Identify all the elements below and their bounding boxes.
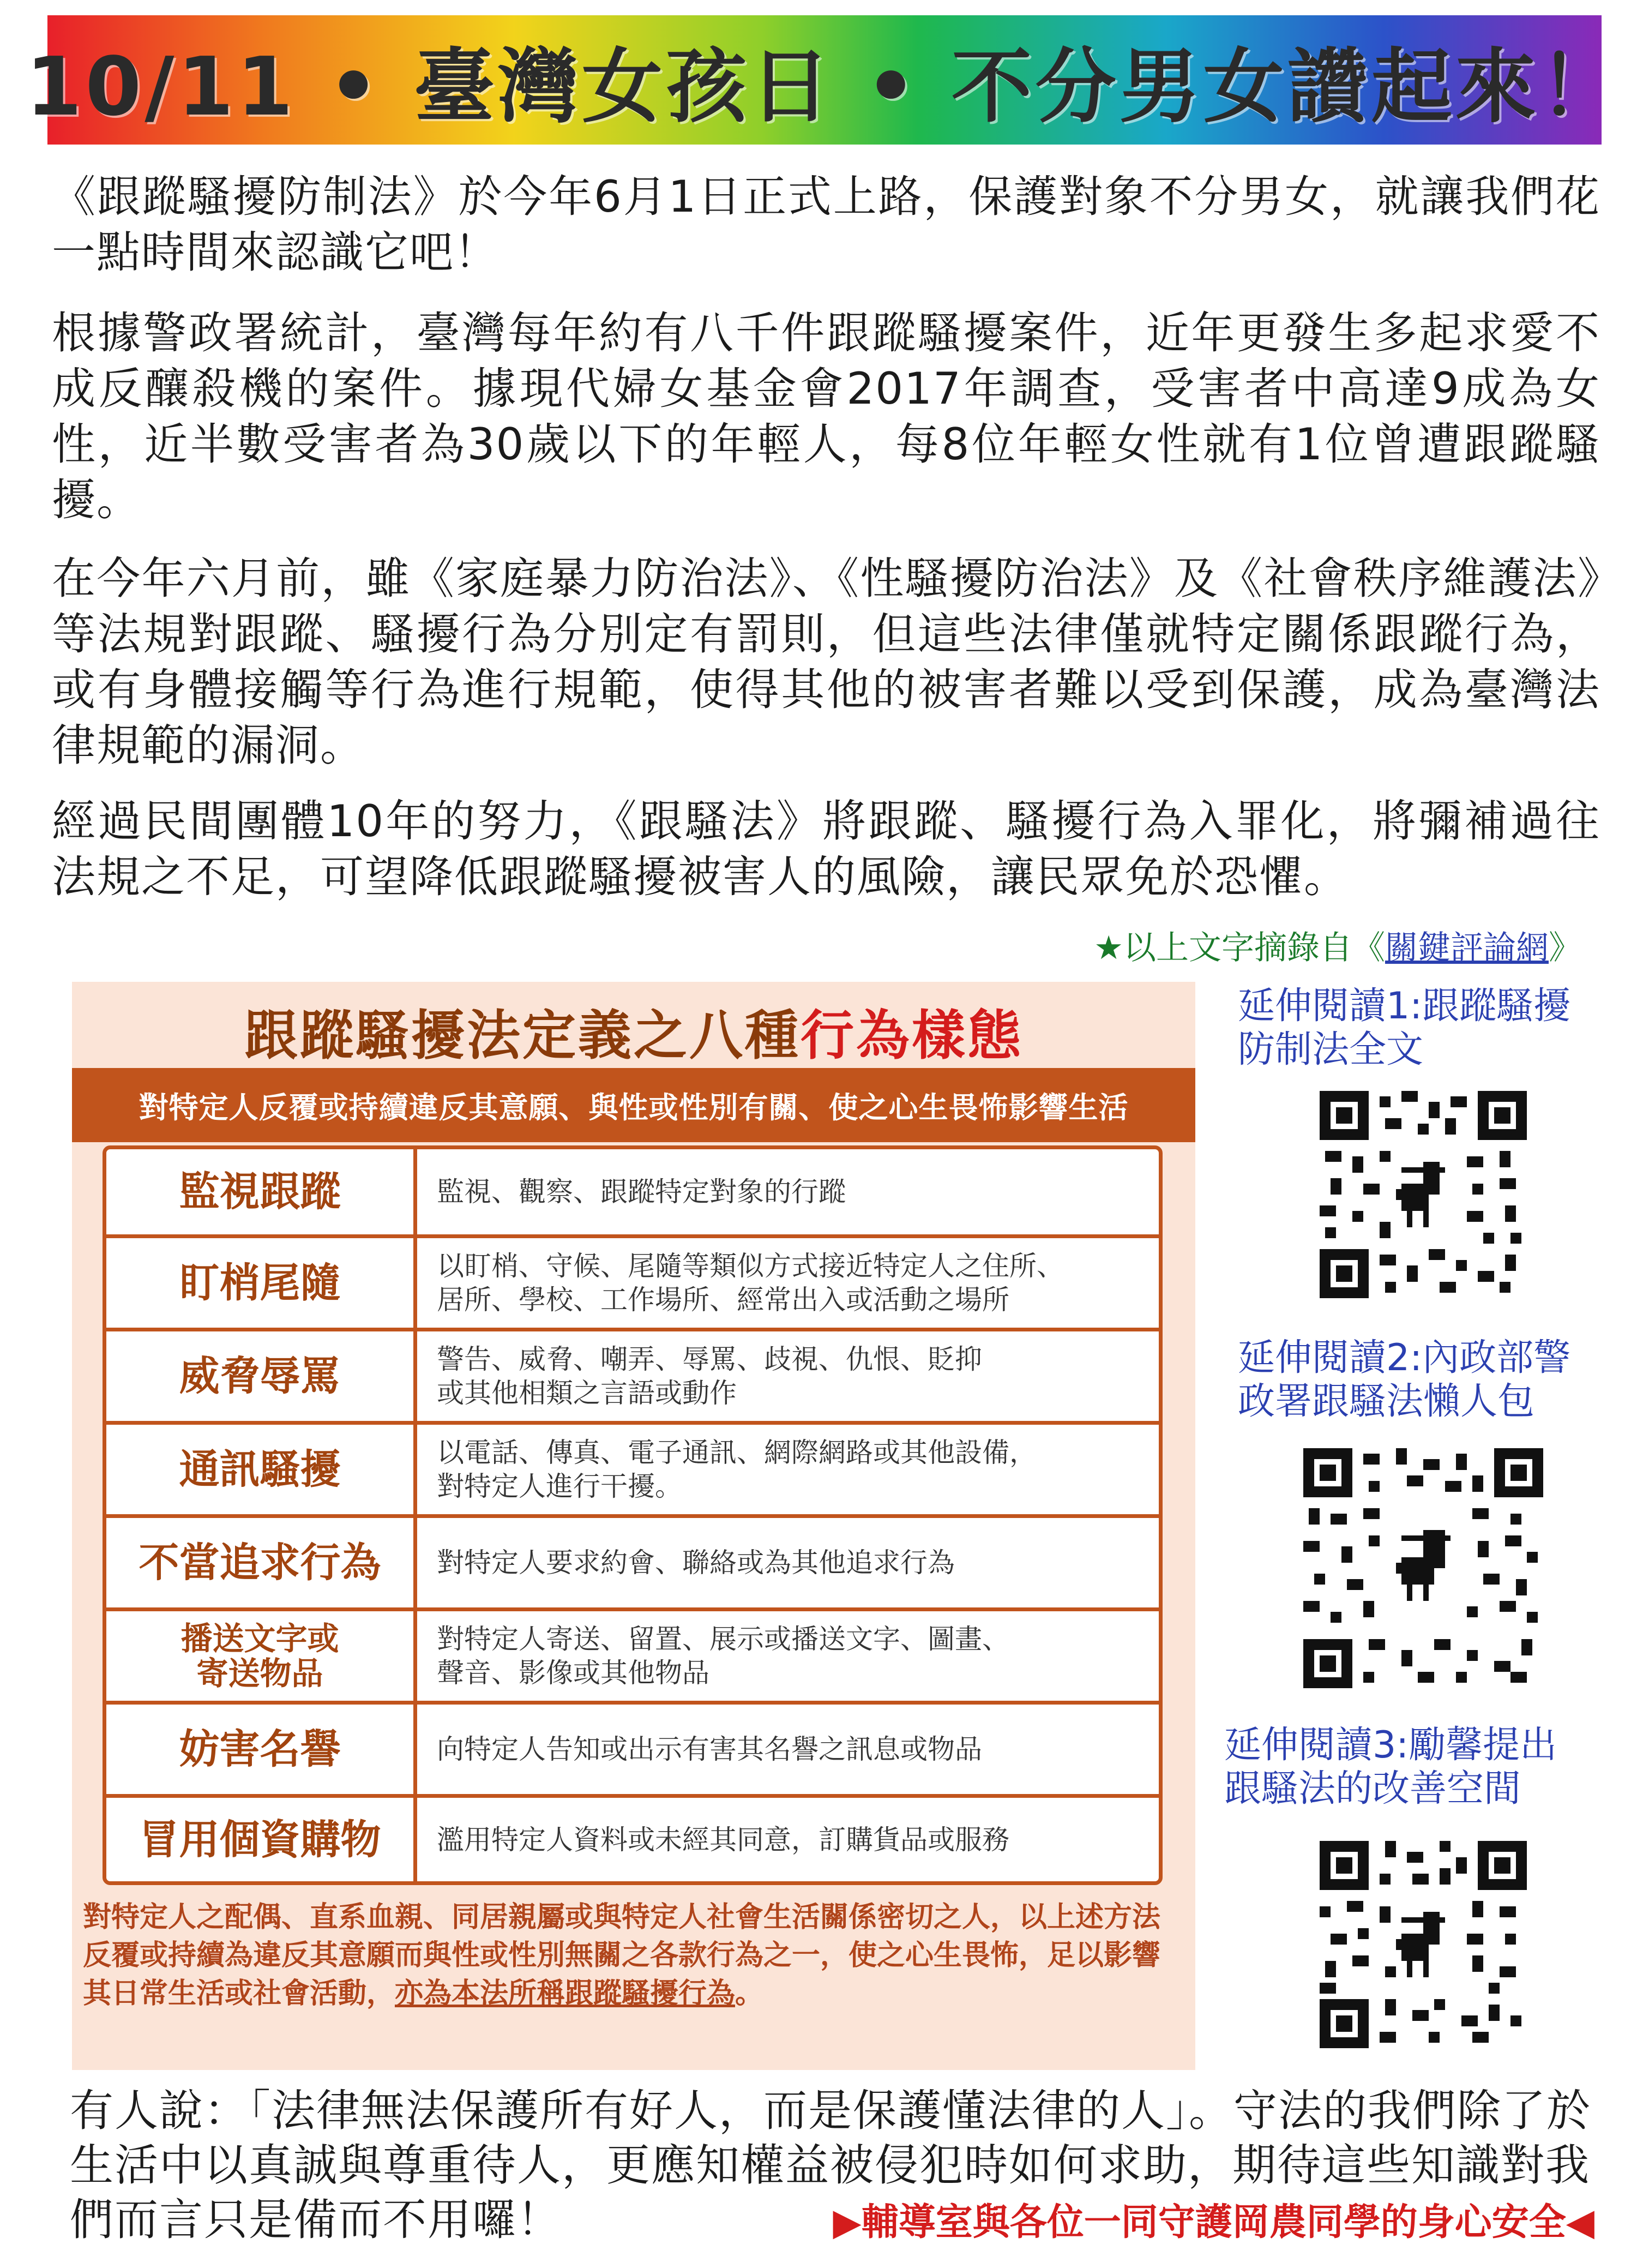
source-credit [1036, 922, 1581, 969]
behavior-category: 妨害名譽 [106, 1705, 417, 1794]
behavior-category: 通訊騷擾 [106, 1425, 417, 1514]
extended-reading-2-label[interactable]: 延伸閱讀2:內政部警 政署跟騷法懶人包 [1238, 1336, 1571, 1423]
behavior-description: 以電話、傳真、電子通訊、網際網路或其他設備， 對特定人進行干擾。 [437, 1437, 1037, 1502]
infographic-note [83, 1898, 1184, 2013]
infographic [72, 982, 1195, 2070]
table-row [106, 1421, 1159, 1514]
title-banner [26, 15, 1623, 145]
paragraph-statistics: 根據警政署統計，臺灣每年約有八千件跟蹤騷擾案件，近年更發生多起求愛不成反釀殺機的案件。據現代婦女基金會2017年調查，受害者中高達9成為女性，近半數受害者為30歲以下的年輕人，每8位年輕女性就有1位曾遭跟蹤騷擾。 [52, 308, 1600, 525]
table-row [106, 1149, 1159, 1234]
behavior-category: 盯梢尾隨 [106, 1238, 417, 1328]
note-underlined: 亦為本法所稱跟蹤騷擾行為 [395, 1977, 736, 2010]
behavior-category: 威脅辱罵 [106, 1331, 417, 1421]
source-suffix: 》 [1549, 929, 1581, 967]
counseling-tagline: ▶輔導室與各位一同守護岡農同學的身心安全◀ [833, 2201, 1594, 2244]
table-row [106, 1794, 1159, 1881]
extended-reading-1-label[interactable]: 延伸閱讀1:跟蹤騷擾 防制法全文 [1238, 985, 1571, 1071]
behavior-description: 向特定人告知或出示有害其名譽之訊息或物品 [437, 1733, 982, 1765]
infographic-title-main: 跟蹤騷擾法定義之八種 [244, 1005, 801, 1067]
behavior-category: 播送文字或 寄送物品 [106, 1611, 417, 1701]
infographic-subtitle: 對特定人反覆或持續違反其意願、與性或性別有關、使之心生畏怖影響生活 [72, 1068, 1195, 1142]
behavior-category: 冒用個資購物 [106, 1798, 417, 1881]
note-text: 對特定人之配偶、直系血親、同居親屬或與特定人社會生活關係密切之人，以上述方法反覆或持續為違反其意願而與性或性別無關之各款行為之一，使之心生畏怖，足以影響其日常生活或社會活動， [83, 1901, 1161, 2010]
paragraph-effort: 經過民間團體10年的努力，《跟騷法》將跟蹤、騷擾行為入罪化，將彌補過往法規之不足，可望降低跟蹤騷擾被害人的風險，讓民眾免於恐懼。 [52, 796, 1600, 902]
source-link[interactable]: 關鍵評論網 [1385, 929, 1549, 967]
qr-code-icon [1320, 1091, 1527, 1298]
qr-code-3[interactable] [1320, 1841, 1527, 2048]
qr-code-1[interactable] [1320, 1091, 1527, 1298]
paragraph-legal-gap: 在今年六月前，雖《家庭暴力防治法》、《性騷擾防治法》及《社會秩序維護法》等法規對跟蹤、騷擾行為分別定有罰則，但這些法律僅就特定關係跟蹤行為，或有身體接觸等行為進行規範，使得其他的被害者難以受到保護，成為臺灣法律規範的漏洞。 [52, 553, 1600, 771]
table-row [106, 1701, 1159, 1794]
qr-code-2[interactable] [1303, 1448, 1543, 1688]
infographic-title [72, 993, 1195, 1070]
behavior-description: 對特定人寄送、留置、展示或播送文字、圖畫、 聲音、影像或其他物品 [437, 1623, 1009, 1689]
infographic-title-highlight: 行為樣態 [801, 1005, 1024, 1067]
table-row [106, 1234, 1159, 1328]
note-end: 。 [735, 1977, 764, 2010]
table-row [106, 1514, 1159, 1607]
table-row [106, 1328, 1159, 1421]
behavior-description: 對特定人要求約會、聯絡或為其他追求行為 [437, 1547, 955, 1579]
extended-reading-3-label[interactable]: 延伸閱讀3:勵馨提出 跟騷法的改善空間 [1224, 1724, 1557, 1810]
table-row [106, 1607, 1159, 1701]
page-title: 10/11 • 臺灣女孩日 • 不分男女讚起來！ [26, 39, 1623, 134]
behavior-description: 以盯梢、守候、尾隨等類似方式接近特定人之住所、 居所、學校、工作場所、經常出入或活動之場所 [437, 1250, 1064, 1316]
source-prefix: ★以上文字摘錄自《 [1094, 929, 1385, 967]
behavior-description: 濫用特定人資料或未經其同意，訂購貨品或服務 [437, 1823, 1009, 1856]
behavior-category: 監視跟蹤 [106, 1149, 417, 1234]
closing-paragraph: 有人說：「法律無法保護所有好人，而是保護懂法律的人」。守法的我們除了於生活中以真誠與尊重待人，更應知權益被侵犯時如何求助，期待這些知識對我們而言只是備而不用囉！ [70, 2085, 1591, 2245]
behavior-description: 警告、威脅、嘲弄、辱罵、歧視、仇恨、貶抑 或其他相類之言語或動作 [437, 1343, 982, 1409]
behavior-table [103, 1145, 1163, 1885]
behavior-category: 不當追求行為 [106, 1518, 417, 1607]
qr-code-icon [1320, 1841, 1527, 2048]
behavior-description: 監視、觀察、跟蹤特定對象的行蹤 [437, 1176, 846, 1208]
paragraph-intro: 《跟蹤騷擾防制法》於今年6月1日正式上路，保護對象不分男女，就讓我們花一點時間來認識它吧！ [52, 171, 1600, 278]
qr-code-icon [1303, 1448, 1543, 1688]
